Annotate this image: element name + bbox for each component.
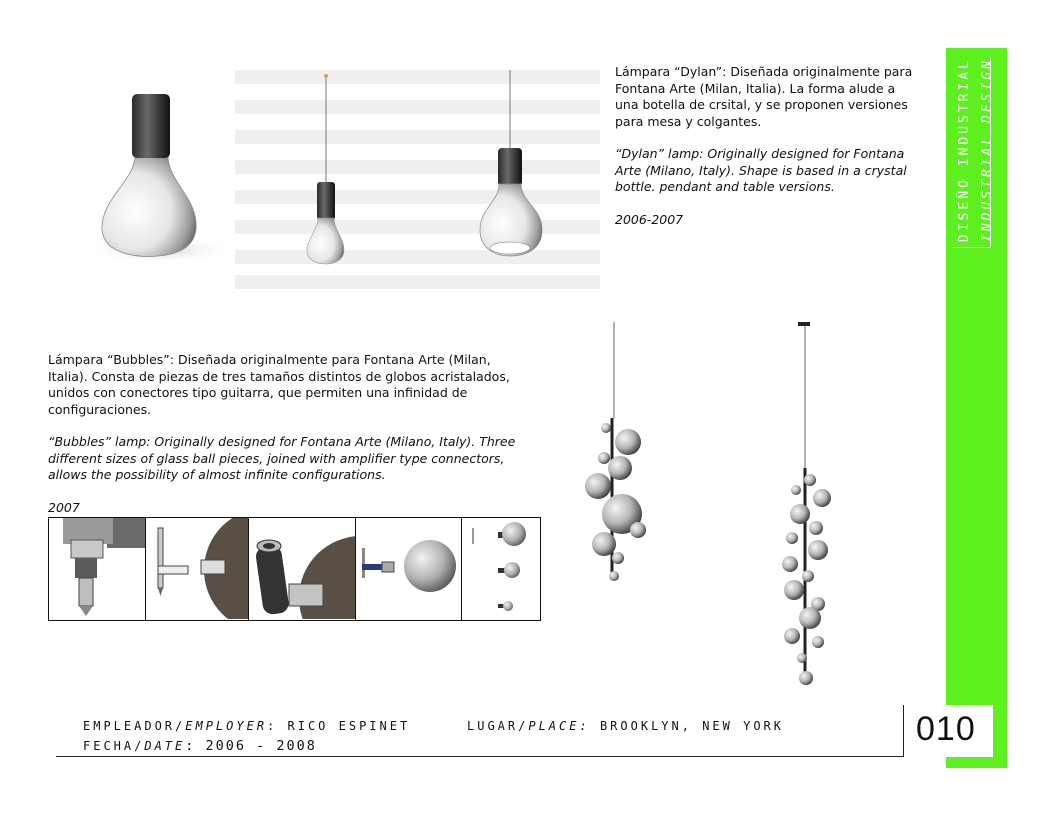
bubbles-lamp-1: [585, 322, 646, 581]
dylan-text-en: “Dylan” lamp: Originally designed for Fontana Arte (Milano, Italy). Shape is based in a crystal bottle. pendant and table versions.: [615, 146, 907, 194]
connector-detail-4: [356, 518, 462, 620]
bubbles-text-es: Lámpara “Bubbles”: Diseñada originalmente para Fontana Arte (Milan, Italia). Consta de piezas de tres tamaños distintos de globos acristalados, unidos con conectores tipo guitarra, que permiten una infinidad de configuraciones.: [48, 352, 510, 417]
footer-place: [467, 719, 784, 733]
place-value: BROOKLYN, NEW YORK: [589, 719, 784, 733]
connector-detail-3: [249, 518, 356, 620]
page-number: 010: [916, 710, 976, 748]
footer-date: [83, 738, 317, 754]
bubbles-text-en: “Bubbles” lamp: Originally designed for Fontana Arte (Milano, Italy). Three different sizes of glass ball pieces, joined with amplifier type connectors, allows the possibility of almost infinite configurations.: [48, 434, 516, 482]
date-label-en: DATE: [144, 739, 186, 753]
bubbles-lamp-2: [782, 322, 831, 685]
place-label-es: LUGAR/: [467, 719, 529, 733]
employer-label-en: EMPLOYER: [185, 719, 268, 733]
dylan-text-es: Lámpara “Dylan”: Diseñada originalmente para Fontana Arte (Milan, Italia). La forma alude a una botella de crsital, y se proponen versiones para mesa y colgantes.: [615, 64, 913, 129]
connector-detail-1: [49, 518, 146, 620]
bubbles-lamp-renders: [570, 318, 850, 698]
footer-employer: [83, 719, 410, 733]
dylan-description: [615, 64, 915, 244]
connector-sizes: [462, 518, 540, 620]
employer-label-es: EMPLEADOR/: [83, 719, 186, 733]
date-label-es: FECHA/: [83, 739, 145, 753]
bubbles-description: [48, 352, 528, 532]
date-value: : 2006 - 2008: [185, 738, 317, 754]
footer-rule: [56, 756, 904, 757]
bubbles-year: 2007: [48, 499, 80, 515]
connector-detail-strip: [48, 517, 541, 621]
background-watermark-text: [235, 70, 600, 289]
sidebar-title-es: DISEÑO INDUSTRIAL: [957, 58, 972, 243]
employer-value: : RICO ESPINET: [267, 719, 411, 733]
dylan-year: 2006-2007: [615, 211, 684, 227]
dylan-table-lamp: [85, 94, 235, 264]
dylan-lamp-renders: [80, 70, 610, 300]
connector-detail-2: [146, 518, 249, 620]
place-label-en: PLACE:: [528, 719, 590, 733]
sidebar-title-en: INDUSTRIAL DESIGN: [980, 58, 995, 243]
